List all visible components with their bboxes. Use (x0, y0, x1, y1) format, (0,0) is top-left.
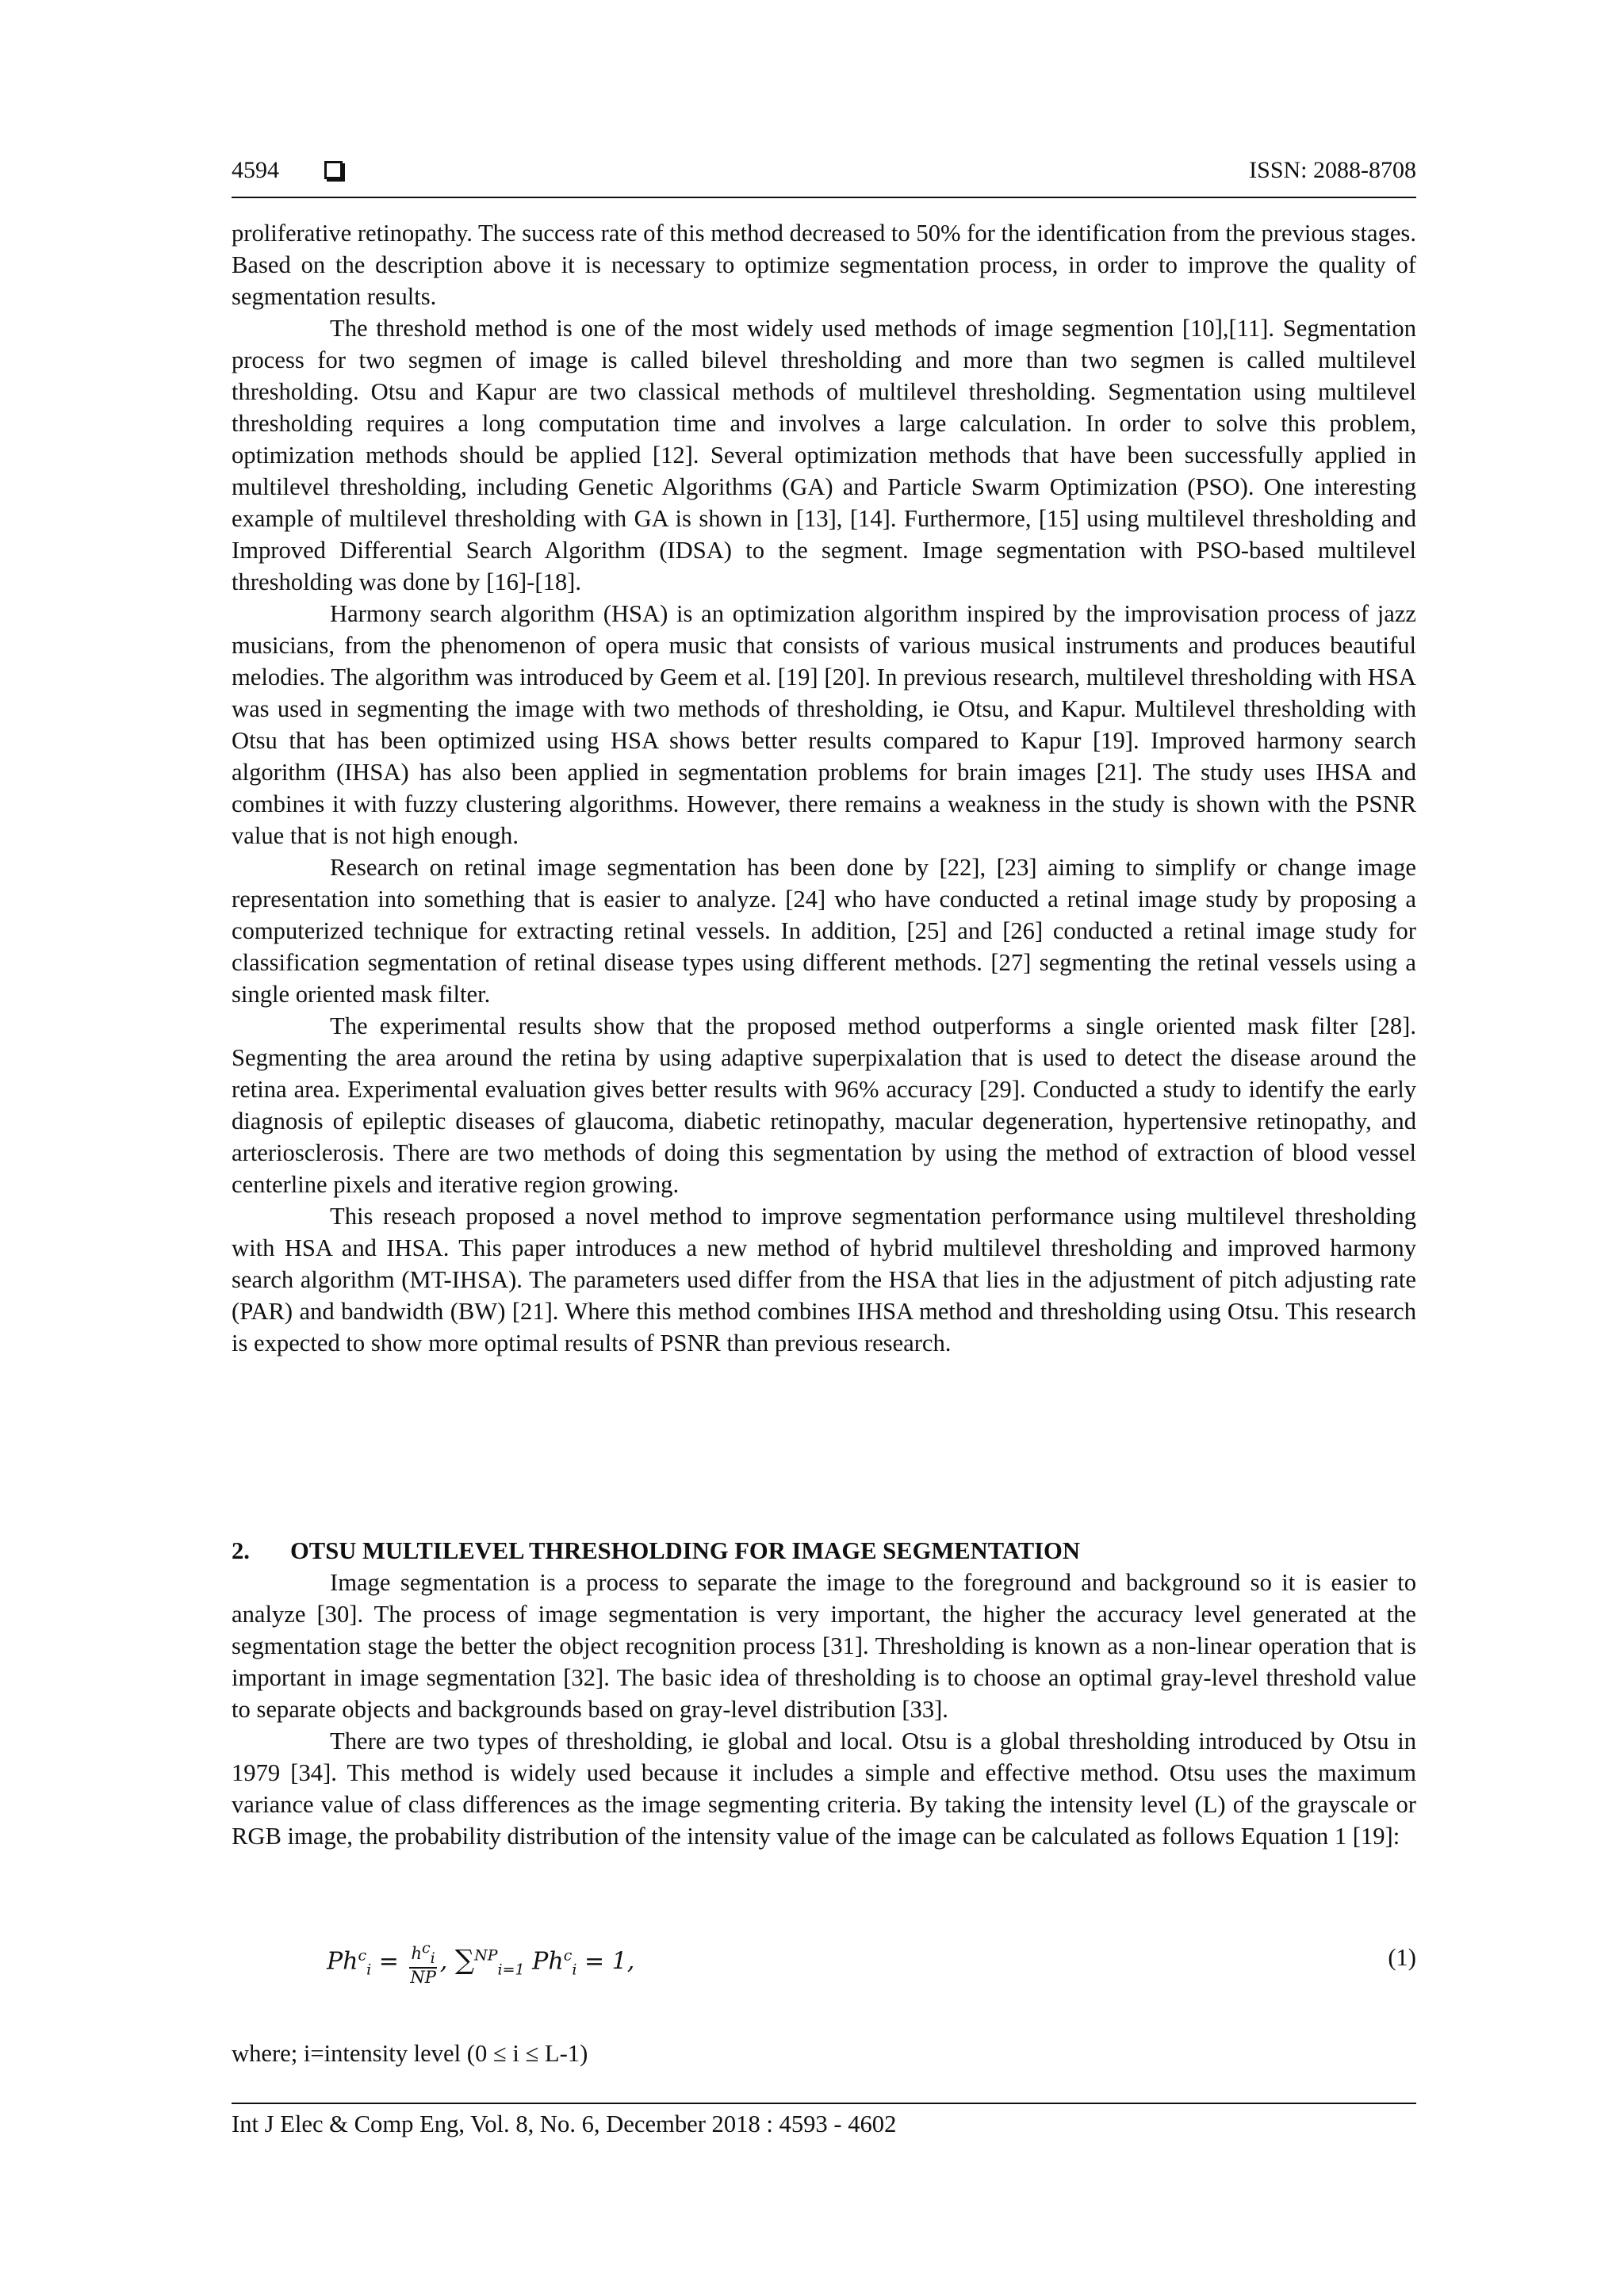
paragraph: The experimental results show that the proposed method outperforms a single oriented mask filter [28]. Segmenting the area around the retina by using adaptive superpixalation that is used to detect the disease around the retina area. Experimental evaluation gives better results with 96% accuracy [29]. Conducted a study to identify the early diagnosis of epileptic diseases of glaucoma, diabetic retinopathy, macular degeneration, hypertensive retinopathy, and arteriosclerosis. There are two methods of doing this segmentation by using the method of extraction of blood vessel centerline pixels and iterative region growing. (232, 1012, 1416, 1198)
paragraph: The threshold method is one of the most widely used methods of image segmention [10],[11]. Segmentation process for two segmen of image is called bilevel thresholding and more than two segmen is called multilevel thresholding. Otsu and Kapur are two classical methods of multilevel thresholding. Segmentation using multilevel thresholding requires a long computation time and involves a large calculation. In order to solve this problem, optimization methods should be applied [12]. Several optimization methods that have been successfully applied in multilevel thresholding, including Genetic Algorithms (GA) and Particle Swarm Optimization (PSO). One interesting example of multilevel thresholding with GA is shown in [13], [14]. Furthermore, [15] using multilevel thresholding and Improved Differential Search Algorithm (IDSA) to the segment. Image segmentation with PSO-based multilevel thresholding was done by [16]-[18]. (232, 315, 1416, 595)
paragraph: Research on retinal image segmentation has been done by [22], [23] aiming to simplify or change image representation into something that is easier to analyze. [24] who have conducted a retinal image study by proposing a computerized technique for extracting retinal vessels. In addition, [25] and [26] conducted a retinal image study for classification segmentation of retinal disease types using different methods. [27] segmenting the retinal vessels using a single oriented mask filter. (232, 854, 1416, 1008)
paragraph: Harmony search algorithm (HSA) is an optimization algorithm inspired by the improvisation process of jazz musicians, from the phenomenon of opera music that consists of various musical instruments and produces beautiful melodies. The algorithm was introduced by Geem et al. [19] [20]. In previous research, multilevel thresholding with HSA was used in segmenting the image with two methods of thresholding, ie Otsu, and Kapur. Multilevel thresholding with Otsu that has been optimized using HSA shows better results compared to Kapur [19]. Improved harmony search algorithm (IHSA) has also been applied in segmentation problems for brain images [21]. The study uses IHSA and combines it with fuzzy clustering algorithms. However, there remains a weakness in the study is shown with the PSNR value that is not high enough. (232, 600, 1416, 849)
equation-expression: $Ph^c_i$ = $\frac{h^c_i}{NP}$ , ∑$^{NP}_{i=1}$ $Ph^c_i = 1$, (327, 1939, 635, 1988)
header-box-icon (324, 161, 343, 179)
issn: ISSN: 2088-8708 (1249, 157, 1416, 183)
section-heading (232, 1535, 1416, 1567)
equation-1 (327, 1928, 1416, 1992)
header-rule (232, 197, 1416, 198)
journal-citation: Int J Elec & Comp Eng, Vol. 8, No. 6, December 2018 : 4593 - 4602 (232, 2110, 897, 2137)
where-line: where; i=intensity level (0 ≤ i ≤ L-1) (232, 2040, 588, 2067)
paragraph: There are two types of thresholding, ie global and local. Otsu is a global thresholding introduced by Otsu in 1979 [34]. This method is widely used because it includes a simple and effective method. Otsu uses the maximum variance value of class differences as the image segmenting criteria. By taking the intensity level (L) of the grayscale or RGB image, the probability distribution of the intensity value of the image can be calculated as follows Equation 1 [19]: (232, 1728, 1416, 1850)
paragraph: proliferative retinopathy. The success rate of this method decreased to 50% for the identification from the previous stages. Based on the description above it is necessary to optimize segmentation process, in order to improve the quality of segmentation results. (232, 220, 1416, 310)
page-number: 4594 (232, 157, 279, 183)
section-text (232, 1567, 1416, 1852)
paragraph: Image segmentation is a process to separate the image to the foreground and background so it is easier to analyze [30]. The process of image segmentation is very important, the higher the accuracy level generated at the segmentation stage the better the object recognition process [31]. Thresholding is known as a non-linear operation that is important in image segmentation [32]. The basic idea of thresholding is to choose an optimal gray-level threshold value to separate objects and backgrounds based on gray-level distribution [33]. (232, 1569, 1416, 1723)
page-header (232, 152, 1416, 198)
intro-text (232, 217, 1416, 1359)
paragraph: This reseach proposed a novel method to improve segmentation performance using multilevel thresholding with HSA and IHSA. This paper introduces a new method of hybrid multilevel thresholding and improved harmony search algorithm (MT-IHSA). The parameters used differ from the HSA that lies in the adjustment of pitch adjusting rate (PAR) and bandwidth (BW) [21]. Where this method combines IHSA method and thresholding using Otsu. This research is expected to show more optimal results of PSNR than previous research. (232, 1203, 1416, 1357)
page-footer (232, 2103, 1416, 2138)
equation-number: (1) (1388, 1944, 1416, 1971)
section-title: OTSU MULTILEVEL THRESHOLDING FOR IMAGE SEGMENTATION (290, 1537, 1080, 1564)
section-number: 2. (232, 1537, 250, 1564)
fraction: $\frac{h^c_i}{NP}$ (410, 1939, 436, 1988)
